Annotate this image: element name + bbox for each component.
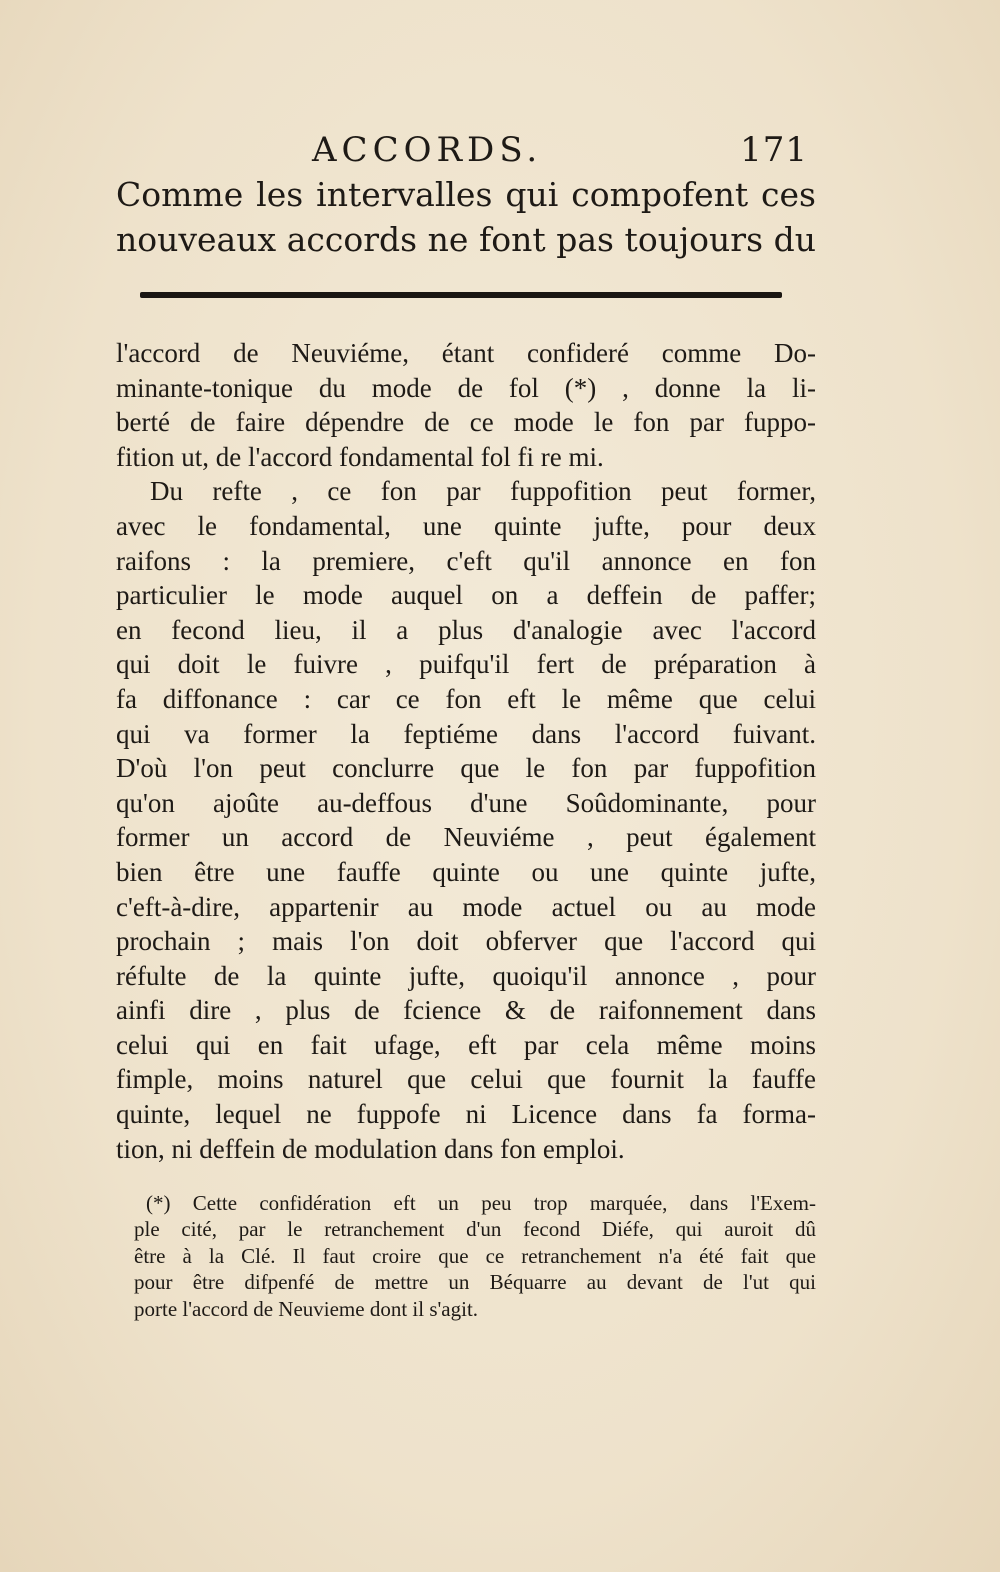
footnote <box>134 1190 816 1322</box>
body-line: qu'on ajoûte au-deffous d'une Soûdominante, pour <box>116 787 816 818</box>
body-line: particulier le mode auquel on a deffein de paffer; <box>116 580 816 611</box>
body-line: raifons : la premiere, c'eft qu'il annonce en fon <box>116 545 816 576</box>
body-line: ainfi dire , plus de fcience & de raifonnement dans <box>116 995 816 1026</box>
horizontal-rule <box>140 292 782 298</box>
carry-over-line: Comme les intervalles qui compofent ces <box>116 175 816 214</box>
body-line: fition ut, de l'accord fondamental fol fi re mi. <box>116 441 604 472</box>
body-line: avec le fondamental, une quinte jufte, pour deux <box>116 510 816 541</box>
running-title: ACCORDS. <box>312 130 543 170</box>
footnote-line: ple cité, par le retranchement d'un fecond Diéfe, qui auroit dû <box>134 1217 816 1242</box>
page-number: 171 <box>740 130 808 170</box>
body-line: berté de faire dépendre de ce mode le fon par fuppo- <box>116 407 816 438</box>
body-line: réfulte de la quinte jufte, quoiqu'il annonce , pour <box>116 960 816 991</box>
page-header <box>116 130 808 178</box>
body-line: former un accord de Neuviéme , peut également <box>116 822 816 853</box>
body-line: quinte, lequel ne fuppofe ni Licence dans fa forma- <box>116 1099 816 1130</box>
carry-over-text <box>116 172 816 262</box>
body-line: celui qui en fait ufage, eft par cela même moins <box>116 1029 816 1060</box>
body-line: fa diffonance : car ce fon eft le même que celui <box>116 683 816 714</box>
body-line: bien être une fauffe quinte ou une quinte jufte, <box>116 856 816 887</box>
footnote-line: (*) Cette confidération eft un peu trop marquée, dans l'Exem- <box>146 1191 816 1215</box>
body-line: c'eft-à-dire, appartenir au mode actuel ou au mode <box>116 891 816 922</box>
body-line: en fecond lieu, il a plus d'analogie avec l'accord <box>116 614 816 645</box>
body-line: qui doit le fuivre , puifqu'il fert de préparation à <box>116 649 816 680</box>
body-line: prochain ; mais l'on doit obferver que l'accord qui <box>116 926 816 957</box>
body-line: l'accord de Neuviéme, étant confideré comme Do- <box>116 338 816 368</box>
body-line: fimple, moins naturel que celui que fournit la fauffe <box>116 1064 816 1095</box>
footnote-line: être à la Clé. Il faut croire que ce retranchement n'a été fait que <box>134 1243 816 1268</box>
body-line: tion, ni deffein de modulation dans fon emploi. <box>116 1133 625 1164</box>
footnote-line: pour être difpenfé de mettre un Béquarre au devant de l'ut qui <box>134 1270 816 1295</box>
footnote-line: porte l'accord de Neuvieme dont il s'agit. <box>134 1296 479 1321</box>
body-line: qui va former la feptiéme dans l'accord fuivant. <box>116 718 816 749</box>
body-line: D'où l'on peut conclurre que le fon par fuppofition <box>116 753 816 784</box>
body-line: minante-tonique du mode de fol (*) , donne la li- <box>116 372 816 403</box>
carry-over-line: nouveaux accords ne font pas toujours du <box>116 220 816 259</box>
body-text <box>116 336 816 1166</box>
body-line: Du refte , ce fon par fuppofition peut former, <box>150 476 816 507</box>
